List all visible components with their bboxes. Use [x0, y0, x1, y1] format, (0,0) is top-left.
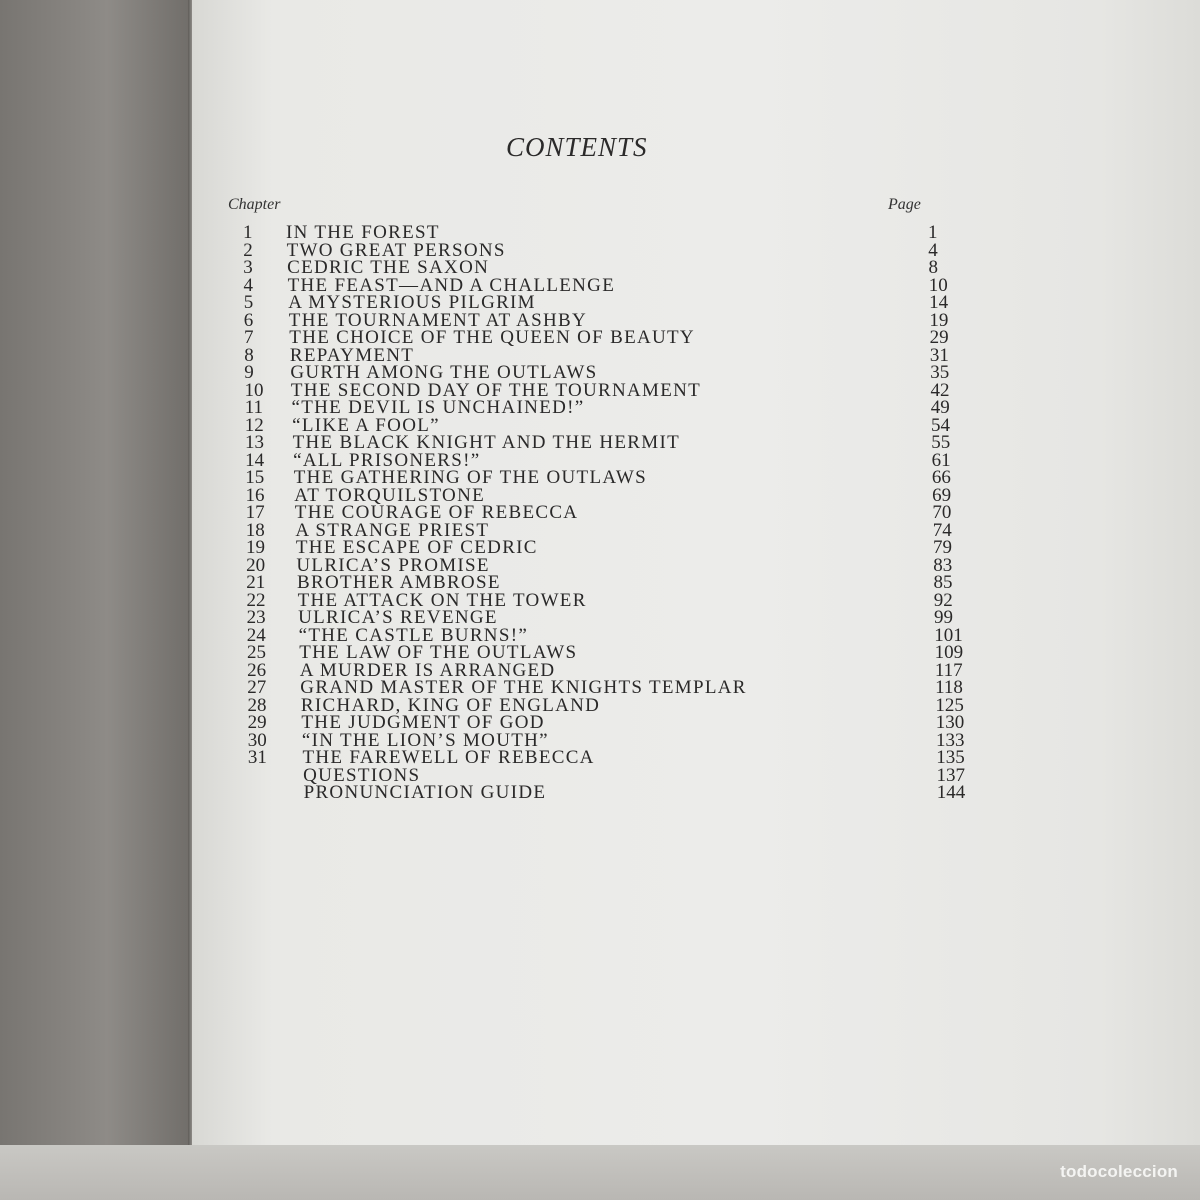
- chapter-title: TWO GREAT PERSONS: [286, 239, 506, 261]
- chapter-number: 17: [245, 502, 265, 523]
- chapter-number: 30: [247, 729, 267, 751]
- chapter-title: ULRICA’S REVENGE: [298, 607, 498, 628]
- chapter-title: THE FAREWELL OF REBECCA: [302, 747, 595, 768]
- chapter-title: GURTH AMONG THE OUTLAWS: [290, 362, 598, 383]
- bottom-margin: [0, 1145, 1200, 1200]
- chapter-number: 1: [243, 222, 253, 243]
- chapter-number: 10: [244, 379, 264, 401]
- chapter-title: THE LAW OF THE OUTLAWS: [299, 642, 578, 663]
- chapter-number: 22: [246, 589, 266, 611]
- chapter-title: “IN THE LION’S MOUTH”: [301, 729, 549, 751]
- chapter-number: 8: [244, 344, 254, 366]
- chapter-title: IN THE FOREST: [286, 222, 440, 243]
- chapter-number: 13: [245, 432, 264, 453]
- chapter-number: 19: [246, 537, 265, 558]
- chapter-title: QUESTIONS: [303, 764, 421, 786]
- toc-entry: [0, 782, 547, 808]
- chapter-title: GRAND MASTER OF THE KNIGHTS TEMPLAR: [300, 677, 747, 698]
- chapter-number: 7: [244, 327, 254, 348]
- chapter-title: THE JUDGMENT OF GOD: [301, 712, 545, 733]
- chapter-title: THE FEAST—AND A CHALLENGE: [287, 274, 616, 296]
- chapter-number: 4: [243, 274, 253, 296]
- watermark-text: todocoleccion: [1060, 1162, 1178, 1181]
- chapter-title: “ALL PRISONERS!”: [293, 449, 481, 471]
- chapter-title: “THE CASTLE BURNS!”: [298, 624, 529, 646]
- adjacent-page-shadow: [0, 0, 195, 1200]
- chapter-number: 9: [244, 362, 254, 383]
- chapter-title: THE COURAGE OF REBECCA: [294, 502, 579, 523]
- chapter-number: 12: [244, 414, 264, 436]
- page-column-header: Page: [888, 196, 921, 213]
- chapter-number: 18: [245, 519, 265, 541]
- chapter-number: 21: [246, 572, 266, 593]
- chapter-number: 14: [245, 449, 265, 471]
- chapter-title: THE CHOICE OF THE QUEEN OF BEAUTY: [289, 327, 695, 348]
- chapter-number: 6: [243, 309, 254, 331]
- chapter-number: 23: [246, 607, 266, 628]
- chapter-number: 5: [243, 292, 254, 313]
- chapter-title: A STRANGE PRIEST: [295, 519, 490, 541]
- chapter-title: THE SECOND DAY OF THE TOURNAMENT: [290, 379, 702, 401]
- chapter-number: 28: [247, 694, 267, 716]
- chapter-title: THE BLACK KNIGHT AND THE HERMIT: [292, 432, 680, 453]
- chapter-title: REPAYMENT: [289, 344, 415, 366]
- chapter-number: 2: [243, 239, 253, 261]
- chapter-title: ULRICA’S PROMISE: [296, 554, 490, 576]
- chapter-number: 25: [247, 642, 266, 663]
- chapter-title: “THE DEVIL IS UNCHAINED!”: [291, 397, 585, 418]
- chapter-number: 27: [247, 677, 267, 698]
- chapter-column-header: Chapter: [228, 196, 281, 213]
- chapter-title: THE GATHERING OF THE OUTLAWS: [293, 467, 647, 488]
- chapter-number: 15: [245, 467, 265, 488]
- chapter-title: A MURDER IS ARRANGED: [299, 659, 556, 681]
- chapter-number: 20: [246, 554, 266, 576]
- chapter-title: CEDRIC THE SAXON: [287, 257, 490, 278]
- chapter-number: 3: [243, 257, 253, 278]
- contents-title: CONTENTS: [506, 132, 648, 162]
- chapter-title: THE TOURNAMENT AT ASHBY: [288, 309, 588, 331]
- chapter-title: A MYSTERIOUS PILGRIM: [288, 292, 536, 313]
- chapter-title: “LIKE A FOOL”: [292, 414, 440, 436]
- chapter-number: 11: [244, 397, 263, 418]
- chapter-title: AT TORQUILSTONE: [294, 484, 485, 506]
- chapter-title: PRONUNCIATION GUIDE: [303, 782, 547, 803]
- chapter-number: 16: [245, 484, 265, 506]
- chapter-number: 31: [247, 747, 267, 768]
- chapter-number: 29: [247, 712, 267, 733]
- chapter-number: 26: [247, 659, 267, 681]
- chapter-title: BROTHER AMBROSE: [297, 572, 501, 593]
- chapter-title: THE ESCAPE OF CEDRIC: [295, 537, 538, 558]
- chapter-number: 24: [246, 624, 266, 646]
- chapter-title: THE ATTACK ON THE TOWER: [297, 589, 587, 611]
- chapter-title: RICHARD, KING OF ENGLAND: [300, 694, 601, 716]
